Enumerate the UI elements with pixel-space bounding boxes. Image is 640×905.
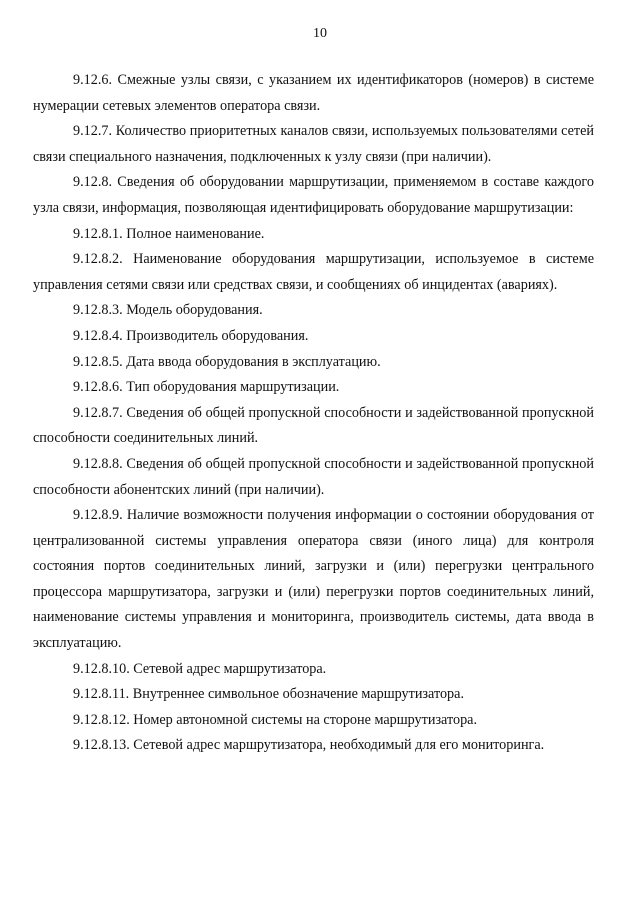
paragraph-9-12-8-1: 9.12.8.1. Полное наименование. (73, 225, 265, 242)
paragraph-9-12-8-7: 9.12.8.7. Сведения об общей пропускной способности и задействованной пропускной способности соединительных линий. (33, 404, 594, 447)
paragraph-9-12-8-10: 9.12.8.10. Сетевой адрес маршрутизатора. (73, 660, 327, 677)
paragraph-9-12-8-12: 9.12.8.12. Номер автономной системы на стороне маршрутизатора. (73, 711, 478, 728)
paragraph-9-12-8-4: 9.12.8.4. Производитель оборудования. (73, 327, 309, 344)
paragraph-9-12-8-9: 9.12.8.9. Наличие возможности получения информации о состоянии оборудования от централизованной системы управления оператора связи (иного лица) для контроля состояния портов соединительных линий, загрузки и (или) перегрузки центрального процессора маршрутизатора, загрузки и (или) перегрузки портов соединительных линий, наименование системы управления и мониторинга, производитель системы, дата ввода в эксплуатацию. (33, 507, 594, 652)
paragraph-9-12-8-6: 9.12.8.6. Тип оборудования маршрутизации. (73, 379, 340, 396)
document-body (33, 68, 594, 759)
paragraph-9-12-6: 9.12.6. Смежные узлы связи, с указанием их идентификаторов (номеров) в системе нумерации сетевых элементов оператора связи. (33, 72, 594, 114)
paragraph-9-12-8-5: 9.12.8.5. Дата ввода оборудования в эксплуатацию. (73, 353, 381, 370)
paragraph-9-12-8: 9.12.8. Сведения об оборудовании маршрутизации, применяемом в составе каждого узла связи, информация, позволяющая идентифицировать оборудование маршрутизации: (33, 174, 594, 216)
paragraph-9-12-8-11: 9.12.8.11. Внутреннее символьное обозначение маршрутизатора. (73, 686, 464, 703)
paragraph-9-12-7: 9.12.7. Количество приоритетных каналов связи, используемых пользователями сетей связи специального назначения, подключенных к узлу связи (при наличии). (33, 123, 594, 165)
paragraph-9-12-8-13: 9.12.8.13. Сетевой адрес маршрутизатора, необходимый для его мониторинга. (73, 737, 545, 754)
paragraph-9-12-8-8: 9.12.8.8. Сведения об общей пропускной способности и задействованной пропускной способности абонентских линий (при наличии). (33, 455, 594, 498)
paragraph-9-12-8-2: 9.12.8.2. Наименование оборудования маршрутизации, используемое в системе управления сетями связи или средствах связи, и сообщениях об инцидентах (авариях). (33, 251, 594, 293)
paragraph-9-12-8-3: 9.12.8.3. Модель оборудования. (73, 302, 263, 319)
page-number: 10 (313, 26, 327, 41)
